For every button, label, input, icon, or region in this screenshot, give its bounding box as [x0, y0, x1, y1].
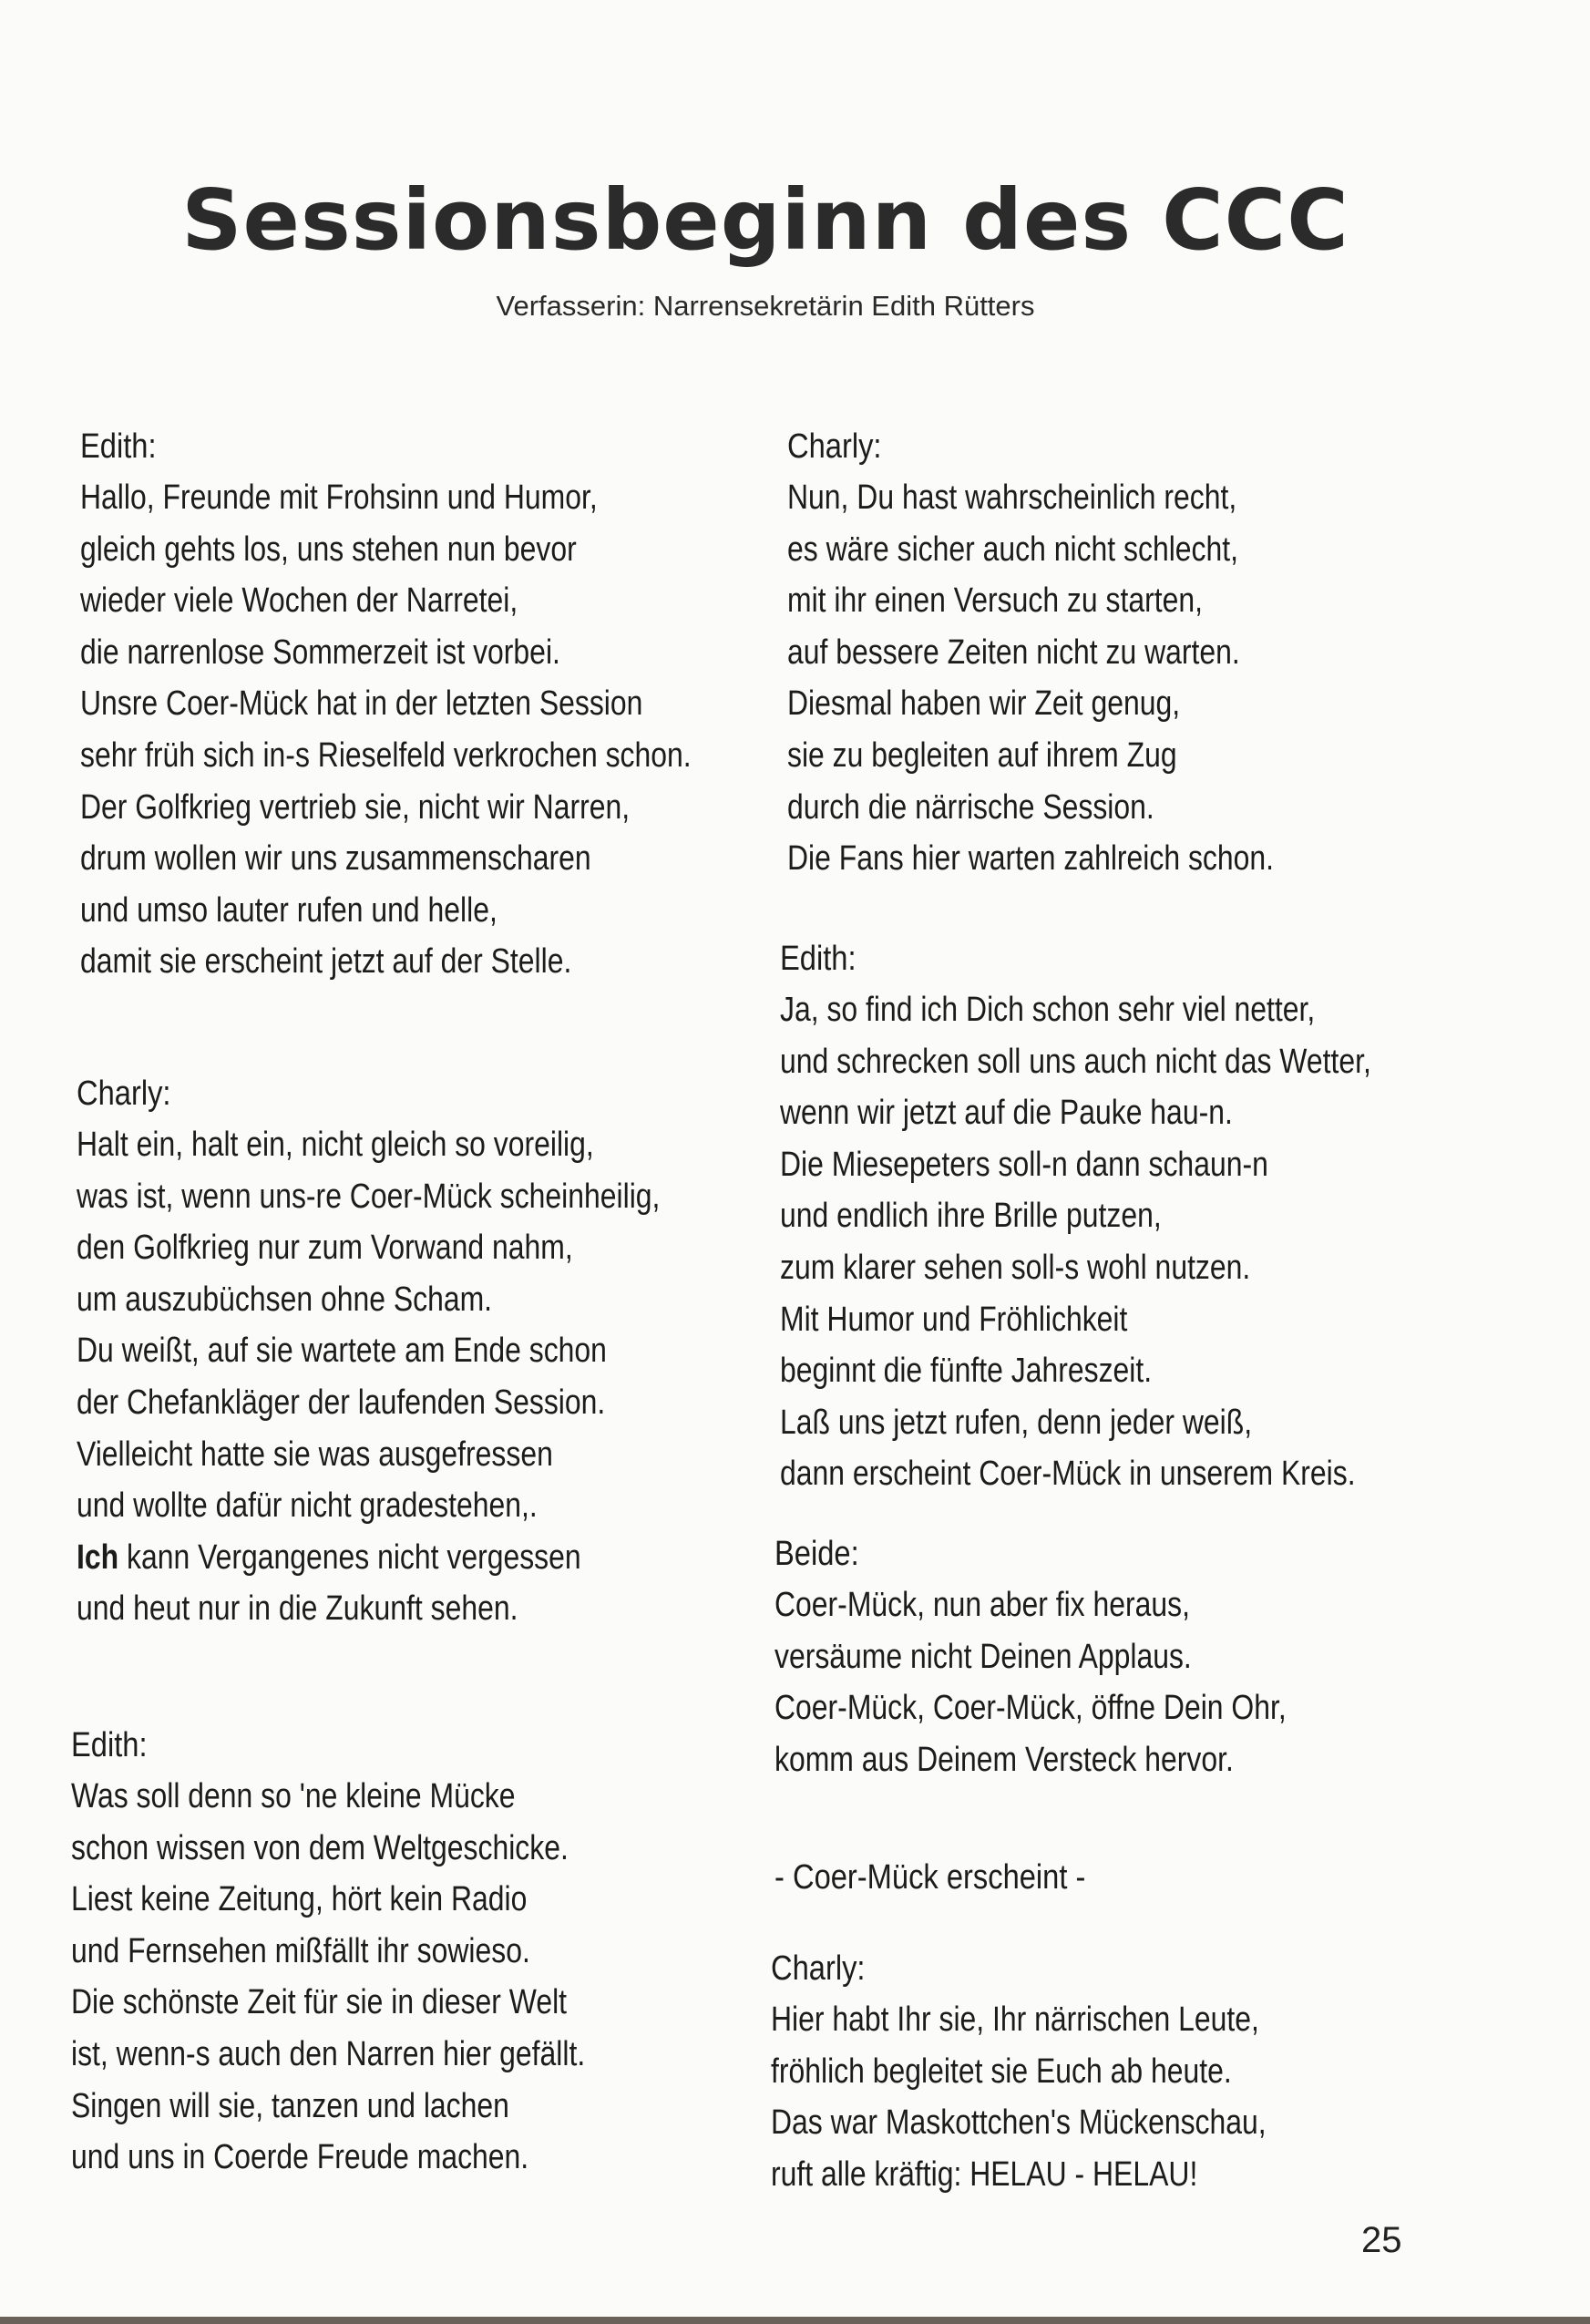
verse-line: Du weißt, auf sie wartete am Ende schon — [77, 1332, 607, 1371]
verse-line: Halt ein, halt ein, nicht gleich so voreilig, — [77, 1126, 594, 1164]
verse-line: Ich kann Vergangenes nicht vergessen — [77, 1537, 581, 1577]
verse-line: beginnt die fünfte Jahreszeit. — [780, 1352, 1153, 1391]
stanza-charly-2 — [787, 421, 1367, 885]
verse-line: komm aus Deinem Versteck hervor. — [774, 1740, 1234, 1779]
verse-line: Hier habt Ihr sie, Ihr närrischen Leute, — [771, 2000, 1259, 2039]
verse-line: schon wissen von dem Weltgeschicke. — [71, 1828, 569, 1867]
verse-line: und Fernsehen mißfällt ihr sowieso. — [71, 1931, 530, 1970]
verse-line: Hallo, Freunde mit Frohsinn und Humor, — [80, 478, 598, 517]
verse-line: damit sie erscheint jetzt auf der Stelle. — [80, 942, 572, 982]
verse-line: der Chefankläger der laufenden Session. — [77, 1383, 606, 1422]
verse-line: Die Fans hier warten zahlreich schon. — [787, 839, 1275, 879]
verse-line: es wäre sicher auch nicht schlecht, — [787, 530, 1238, 569]
verse-line: Mit Humor und Fröhlichkeit — [780, 1300, 1128, 1339]
speaker-label: Edith: — [780, 940, 857, 978]
speaker-label: Charly: — [771, 1949, 866, 1988]
emphasis-word: Ich — [77, 1537, 119, 1577]
verse-line: Was soll denn so 'ne kleine Mücke — [71, 1777, 516, 1815]
verse-line: sie zu begleiten auf ihrem Zug — [787, 735, 1177, 775]
stage-direction: - Coer-Mück erscheint - — [774, 1858, 1086, 1897]
stanza-beide — [774, 1528, 1384, 1785]
verse-line: zum klarer sehen soll-s wohl nutzen. — [780, 1248, 1251, 1287]
verse-line: und umso lauter rufen und helle, — [80, 890, 498, 930]
verse-line: durch die närrische Session. — [787, 787, 1154, 827]
speaker-label: Edith: — [80, 427, 157, 466]
verse-line: und heut nur in die Zukunft sehen. — [77, 1589, 518, 1629]
verse-line: sehr früh sich in-s Rieselfeld verkrochen schon. — [80, 735, 692, 775]
verse-line: Unsre Coer-Mück hat in der letzten Session — [80, 684, 643, 724]
author-subtitle: Verfasserin: Narrensekretärin Edith Rütters — [496, 290, 1035, 322]
verse-line: ruft alle kräftig: HELAU - HELAU! — [771, 2154, 1198, 2194]
verse-line: die narrenlose Sommerzeit ist vorbei. — [80, 632, 560, 672]
verse-line: Vielleicht hatte sie was ausgefressen — [77, 1435, 553, 1474]
scan-bottom-edge — [0, 2317, 1590, 2324]
verse-line: den Golfkrieg nur zum Vorwand nahm, — [77, 1229, 573, 1268]
verse-line: Singen will sie, tanzen und lachen — [71, 2086, 509, 2125]
verse-line: Der Golfkrieg vertrieb sie, nicht wir Narren, — [80, 787, 631, 827]
verse-line: Coer-Mück, Coer-Mück, öffne Dein Ohr, — [774, 1689, 1287, 1728]
verse-line: drum wollen wir uns zusammenscharen — [80, 839, 591, 879]
verse-line: und schrecken soll uns auch nicht das Wetter, — [780, 1042, 1371, 1081]
stanza-charly-1 — [77, 1068, 771, 1635]
verse-line: auf bessere Zeiten nicht zu warten. — [787, 632, 1240, 672]
verse-line: Das war Maskottchen's Mückenschau, — [771, 2103, 1267, 2143]
speaker-label: Charly: — [787, 427, 882, 466]
stanza-edith-2 — [71, 1720, 683, 2184]
stanza-charly-3 — [771, 1943, 1360, 2200]
verse-line: mit ihr einen Versuch zu starten, — [787, 581, 1203, 621]
verse-line: Laß uns jetzt rufen, denn jeder weiß, — [780, 1403, 1253, 1442]
page-number: 25 — [1361, 2220, 1402, 2260]
verse-line: Diesmal haben wir Zeit genug, — [787, 684, 1181, 724]
speaker-label: Edith: — [71, 1726, 148, 1764]
stanza-stage — [774, 1852, 1136, 1903]
stanza-edith-1 — [80, 421, 807, 988]
stanza-edith-3 — [780, 933, 1483, 1500]
verse-line: ist, wenn-s auch den Narren hier gefällt. — [71, 2034, 586, 2073]
verse-line: Coer-Mück, nun aber fix heraus, — [774, 1586, 1190, 1624]
verse-line: Ja, so find ich Dich schon sehr viel netter, — [780, 991, 1316, 1029]
verse-line: wieder viele Wochen der Narretei, — [80, 581, 518, 621]
verse-line: gleich gehts los, uns stehen nun bevor — [80, 530, 577, 569]
speaker-label: Charly: — [77, 1075, 171, 1113]
page-title: Sessionsbeginn des CCC — [181, 171, 1349, 269]
verse-line: um auszubüchsen ohne Scham. — [77, 1280, 493, 1319]
verse-line: und wollte dafür nicht gradestehen,. — [77, 1486, 538, 1526]
verse-line: Liest keine Zeitung, hört kein Radio — [71, 1880, 528, 1919]
verse-line: und endlich ihre Brille putzen, — [780, 1197, 1162, 1236]
verse-line: Nun, Du hast wahrscheinlich recht, — [787, 478, 1237, 517]
verse-line: wenn wir jetzt auf die Pauke hau-n. — [780, 1094, 1233, 1133]
verse-line: fröhlich begleitet sie Euch ab heute. — [771, 2051, 1232, 2091]
speaker-label: Beide: — [774, 1535, 859, 1573]
verse-line: Die Miesepeters soll-n dann schaun-n — [780, 1145, 1268, 1184]
verse-line: was ist, wenn uns-re Coer-Mück scheinheilig, — [77, 1177, 661, 1216]
verse-line: dann erscheint Coer-Mück in unserem Kreis. — [780, 1455, 1356, 1494]
verse-line: Die schönste Zeit für sie in dieser Welt — [71, 1983, 568, 2022]
verse-line: versäume nicht Deinen Applaus. — [774, 1637, 1192, 1676]
verse-line: und uns in Coerde Freude machen. — [71, 2138, 529, 2177]
